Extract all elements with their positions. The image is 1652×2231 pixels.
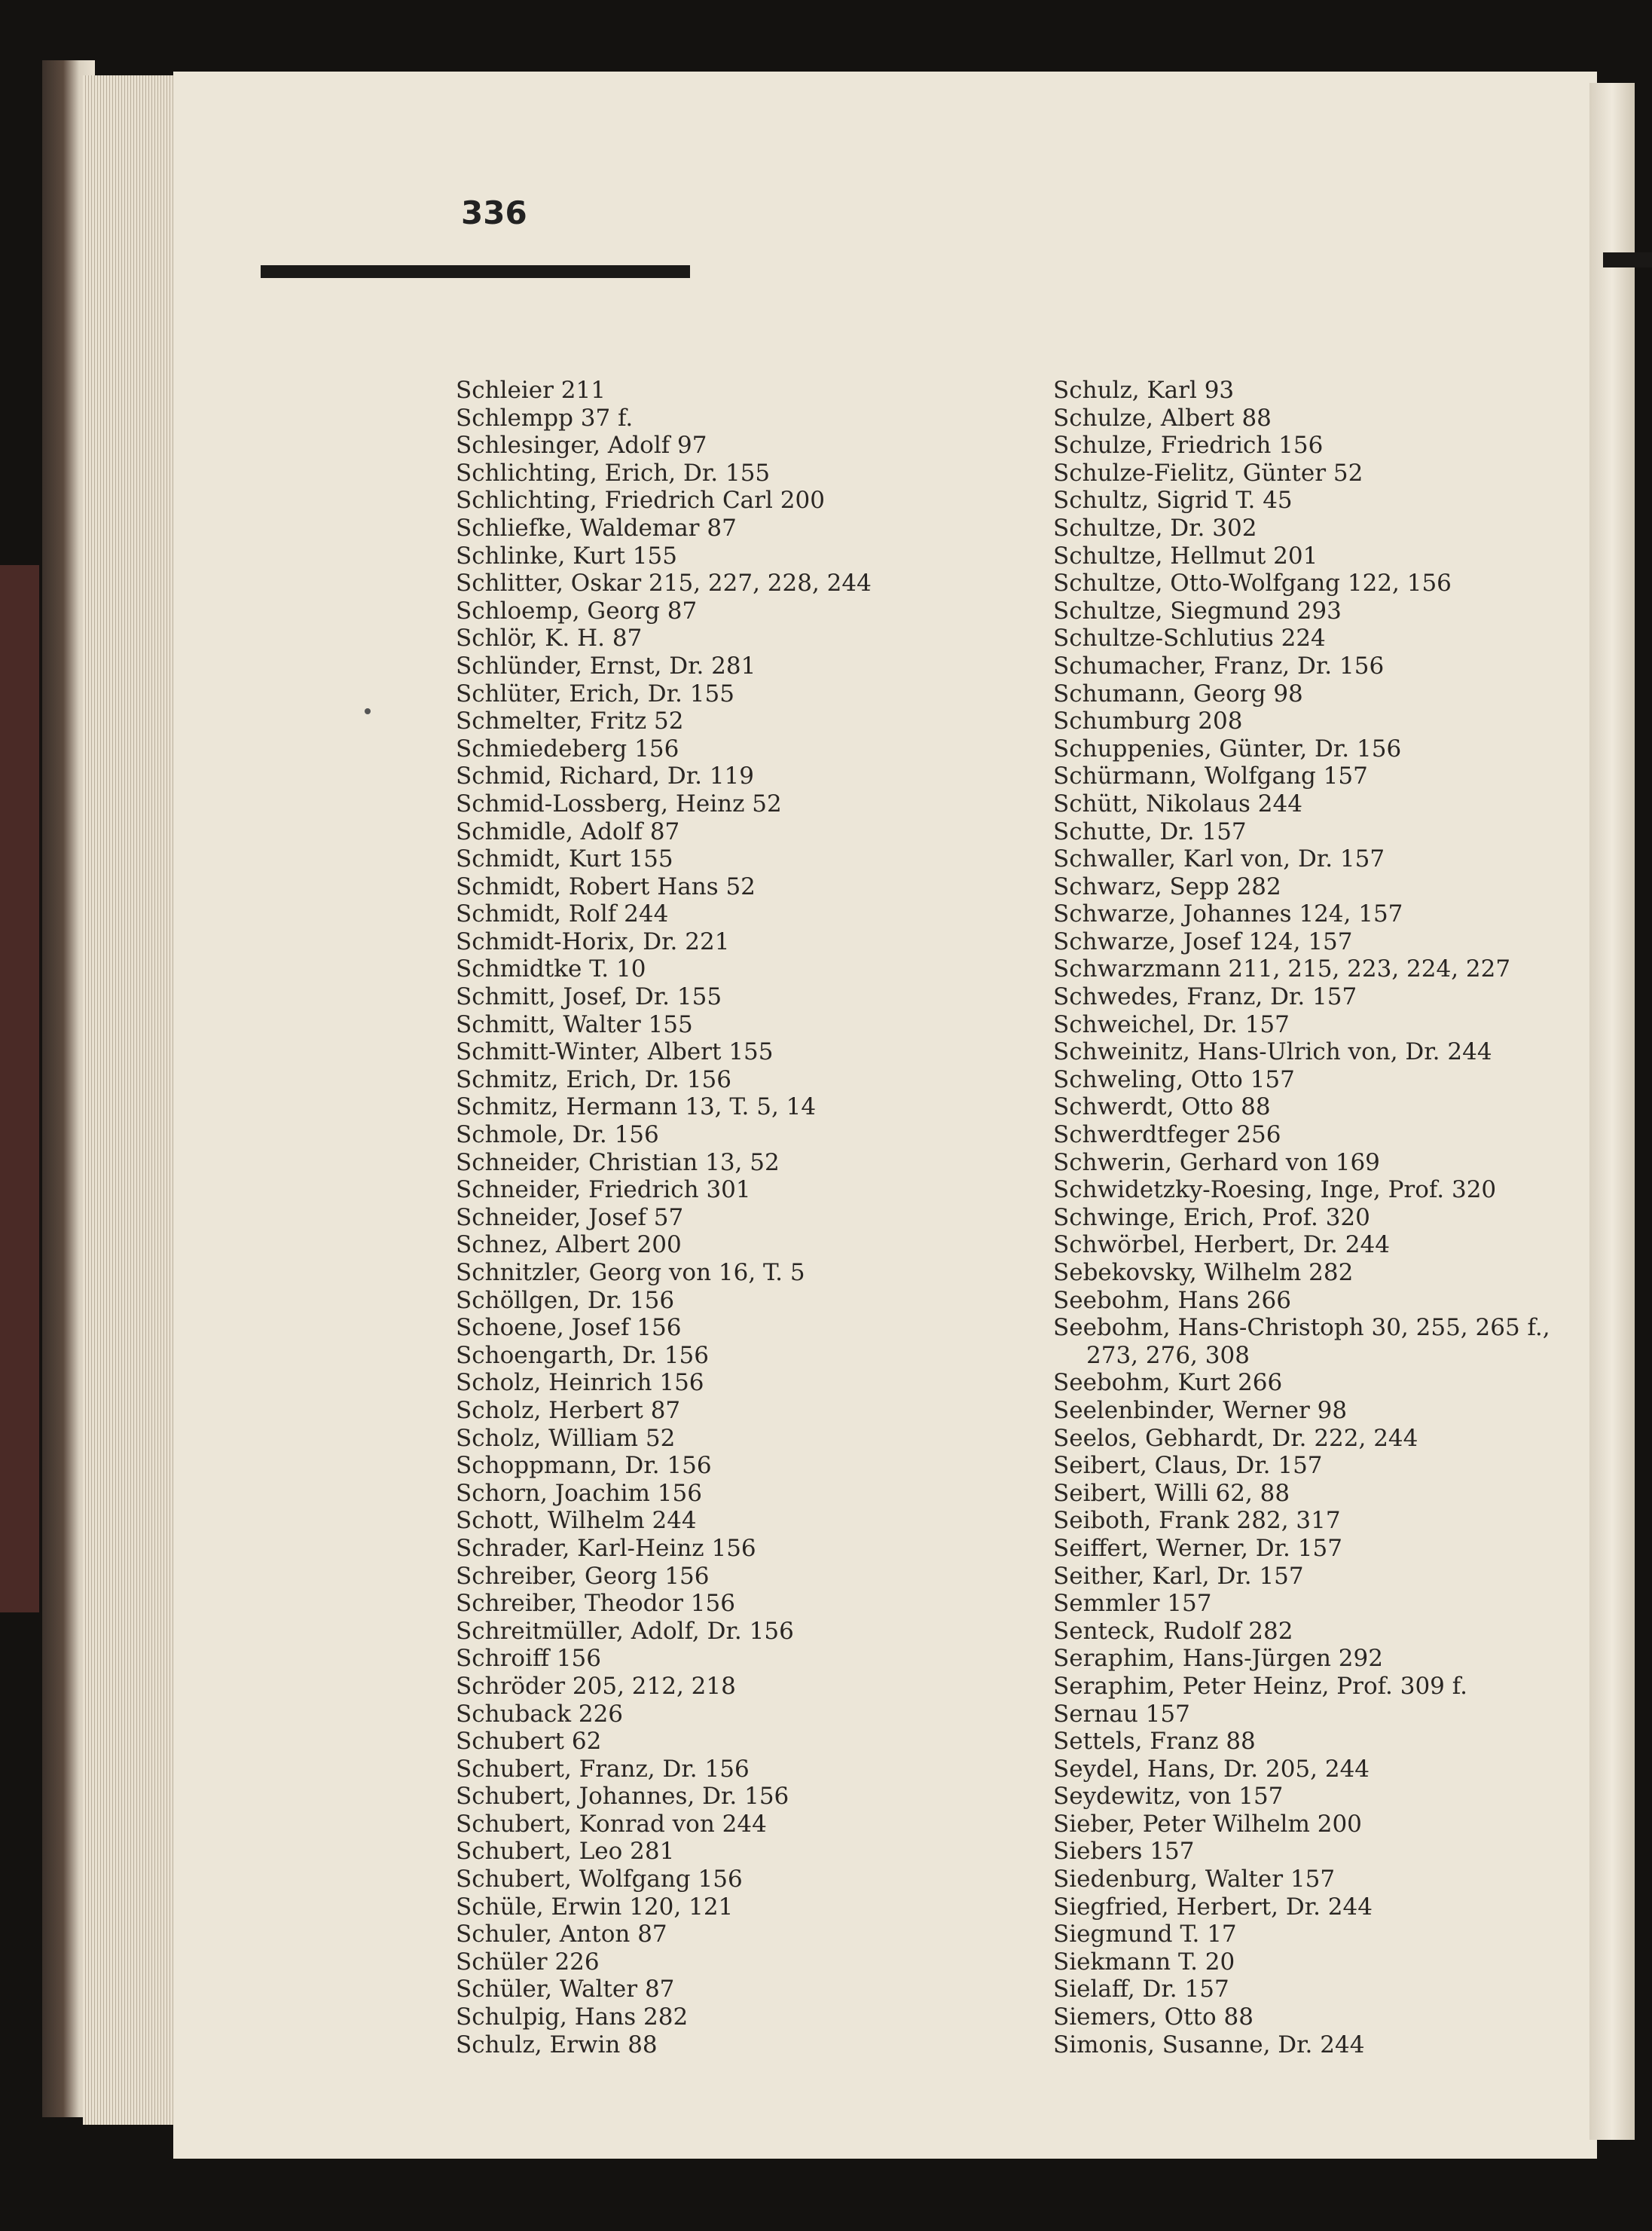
index-entry: Schmitt-Winter, Albert 155 bbox=[456, 1038, 774, 1066]
index-entry: Schweinitz, Hans-Ulrich von, Dr. 244 bbox=[1053, 1038, 1492, 1066]
index-entry: Siedenburg, Walter 157 bbox=[1053, 1866, 1336, 1893]
index-entry: Schmidt, Kurt 155 bbox=[456, 845, 673, 873]
index-entry: Siebers 157 bbox=[1053, 1838, 1195, 1866]
index-entry: Schultze, Otto-Wolfgang 122, 156 bbox=[1053, 570, 1452, 597]
index-entry: Schleier 211 bbox=[456, 377, 606, 404]
index-entry: Scholz, Heinrich 156 bbox=[456, 1369, 704, 1397]
index-entry: Simonis, Susanne, Dr. 244 bbox=[1053, 2031, 1365, 2058]
index-entry: Senteck, Rudolf 282 bbox=[1053, 1617, 1293, 1645]
index-entry: Schultze-Schlutius 224 bbox=[1053, 625, 1326, 652]
index-entry: Schlitter, Oskar 215, 227, 228, 244 bbox=[456, 570, 872, 597]
index-entry: Sielaff, Dr. 157 bbox=[1053, 1976, 1229, 2003]
index-entry: Schüler, Walter 87 bbox=[456, 1976, 675, 2003]
index-entry: Schmitt, Walter 155 bbox=[456, 1010, 693, 1038]
index-entry: Schwarze, Josef 124, 157 bbox=[1053, 928, 1353, 955]
index-entry: Schreiber, Georg 156 bbox=[456, 1562, 710, 1590]
index-entry: Schüle, Erwin 120, 121 bbox=[456, 1893, 734, 1921]
index-entry: Schmid-Lossberg, Heinz 52 bbox=[456, 790, 782, 818]
ink-speck bbox=[365, 708, 371, 714]
index-entry: Schmitt, Josef, Dr. 155 bbox=[456, 983, 722, 1011]
index-entry: Siegfried, Herbert, Dr. 244 bbox=[1053, 1893, 1373, 1921]
index-entry: Siekmann T. 20 bbox=[1053, 1948, 1235, 1976]
index-entry: Schubert 62 bbox=[456, 1728, 602, 1756]
index-entry: Schmitz, Hermann 13, T. 5, 14 bbox=[456, 1093, 817, 1121]
index-entry: Schwarze, Johannes 124, 157 bbox=[1053, 900, 1403, 928]
index-entry: Seraphim, Hans-Jürgen 292 bbox=[1053, 1645, 1383, 1673]
index-entry: Schüler 226 bbox=[456, 1948, 600, 1976]
index-entry: Schweichel, Dr. 157 bbox=[1053, 1010, 1290, 1038]
index-entry: Schroiff 156 bbox=[456, 1645, 602, 1673]
index-entry: Scholz, Herbert 87 bbox=[456, 1396, 681, 1424]
index-column-left bbox=[456, 377, 872, 2058]
index-entry: Seelos, Gebhardt, Dr. 222, 244 bbox=[1053, 1424, 1418, 1452]
index-entry: Schnez, Albert 200 bbox=[456, 1231, 682, 1259]
index-entry: Schwidetzky-Roesing, Inge, Prof. 320 bbox=[1053, 1176, 1497, 1204]
index-entry: Siemers, Otto 88 bbox=[1053, 2003, 1254, 2031]
index-entry: Schlör, K. H. 87 bbox=[456, 625, 643, 652]
index-entry: Schütt, Nikolaus 244 bbox=[1053, 790, 1302, 818]
index-entry: Sieber, Peter Wilhelm 200 bbox=[1053, 1810, 1362, 1838]
right-page-rule-fragment bbox=[1603, 252, 1652, 267]
page-edges-right bbox=[1589, 83, 1635, 2140]
index-entry: Schuler, Anton 87 bbox=[456, 1921, 667, 1948]
index-entry: Seebohm, Hans-Christoph 30, 255, 265 f., bbox=[1053, 1314, 1550, 1342]
index-entry: Schulpig, Hans 282 bbox=[456, 2003, 689, 2031]
index-entry: Schmidt, Robert Hans 52 bbox=[456, 873, 756, 900]
index-entry: Seibert, Claus, Dr. 157 bbox=[1053, 1452, 1323, 1480]
index-entry: Schwerin, Gerhard von 169 bbox=[1053, 1148, 1380, 1176]
index-entry: Schürmann, Wolfgang 157 bbox=[1053, 763, 1368, 790]
index-entry: Schubert, Leo 281 bbox=[456, 1838, 675, 1866]
index-entry: Semmler 157 bbox=[1053, 1590, 1212, 1618]
index-entry: Seibert, Willi 62, 88 bbox=[1053, 1479, 1290, 1507]
index-entry: Schmidle, Adolf 87 bbox=[456, 818, 680, 845]
index-entry: Schubert, Konrad von 244 bbox=[456, 1810, 767, 1838]
index-entry: Schubert, Johannes, Dr. 156 bbox=[456, 1783, 789, 1811]
index-entry: Schultz, Sigrid T. 45 bbox=[1053, 487, 1293, 515]
index-entry: Schmelter, Fritz 52 bbox=[456, 708, 684, 735]
index-entry: Schmole, Dr. 156 bbox=[456, 1121, 659, 1149]
index-entry: Schlichting, Erich, Dr. 155 bbox=[456, 459, 771, 487]
index-entry: Schuback 226 bbox=[456, 1700, 624, 1728]
index-entry: Schwerdtfeger 256 bbox=[1053, 1121, 1281, 1149]
index-entry: Seydel, Hans, Dr. 205, 244 bbox=[1053, 1755, 1370, 1783]
index-entry: Schulze-Fielitz, Günter 52 bbox=[1053, 459, 1363, 487]
index-entry: Schlichting, Friedrich Carl 200 bbox=[456, 487, 825, 515]
index-entry: Schmidt-Horix, Dr. 221 bbox=[456, 928, 730, 955]
index-entry: Scholz, William 52 bbox=[456, 1424, 676, 1452]
index-entry: Schoppmann, Dr. 156 bbox=[456, 1452, 712, 1480]
index-entry: Seebohm, Hans 266 bbox=[1053, 1286, 1291, 1314]
index-entry: Schott, Wilhelm 244 bbox=[456, 1507, 697, 1535]
index-entry: Sernau 157 bbox=[1053, 1700, 1190, 1728]
index-entry: Schmiedeberg 156 bbox=[456, 735, 679, 763]
index-entry: Schmidt, Rolf 244 bbox=[456, 900, 669, 928]
index-entry: Schmitz, Erich, Dr. 156 bbox=[456, 1065, 731, 1093]
index-entry: Schlesinger, Adolf 97 bbox=[456, 432, 707, 460]
index-entry: Schröder 205, 212, 218 bbox=[456, 1672, 736, 1700]
index-entry: Sebekovsky, Wilhelm 282 bbox=[1053, 1259, 1354, 1286]
index-entry: Schmidtke T. 10 bbox=[456, 955, 646, 983]
index-entry: Schrader, Karl-Heinz 156 bbox=[456, 1534, 756, 1562]
index-entry: Schwerdt, Otto 88 bbox=[1053, 1093, 1271, 1121]
index-entry: Schulz, Erwin 88 bbox=[456, 2031, 658, 2058]
index-entry: Schneider, Friedrich 301 bbox=[456, 1176, 751, 1204]
index-entry: Schulz, Karl 93 bbox=[1053, 377, 1235, 404]
index-column-right bbox=[1053, 377, 1550, 2058]
index-entry: Schwarzmann 211, 215, 223, 224, 227 bbox=[1053, 955, 1511, 983]
index-entry: Schoengarth, Dr. 156 bbox=[456, 1341, 709, 1369]
page-edges-left bbox=[83, 75, 188, 2125]
index-entry: Seraphim, Peter Heinz, Prof. 309 f. bbox=[1053, 1672, 1467, 1700]
index-entry: Schnitzler, Georg von 16, T. 5 bbox=[456, 1259, 805, 1286]
index-entry: Schorn, Joachim 156 bbox=[456, 1479, 702, 1507]
index-entry: Settels, Franz 88 bbox=[1053, 1728, 1256, 1756]
page-number: 336 bbox=[461, 194, 527, 231]
index-entry: Schlüter, Erich, Dr. 155 bbox=[456, 680, 734, 708]
index-entry: Schultze, Siegmund 293 bbox=[1053, 597, 1342, 625]
index-entry: Schwaller, Karl von, Dr. 157 bbox=[1053, 845, 1385, 873]
index-entry: Schumann, Georg 98 bbox=[1053, 680, 1303, 708]
index-entry: Seiffert, Werner, Dr. 157 bbox=[1053, 1534, 1342, 1562]
book-cover-strip bbox=[0, 565, 39, 1612]
index-entry: Schutte, Dr. 157 bbox=[1053, 818, 1247, 845]
index-entry: 273, 276, 308 bbox=[1086, 1341, 1250, 1369]
index-entry: Schumacher, Franz, Dr. 156 bbox=[1053, 652, 1385, 680]
index-entry: Schoene, Josef 156 bbox=[456, 1314, 682, 1342]
index-entry: Schubert, Franz, Dr. 156 bbox=[456, 1755, 750, 1783]
index-entry: Schreiber, Theodor 156 bbox=[456, 1590, 735, 1618]
index-entry: Schuppenies, Günter, Dr. 156 bbox=[1053, 735, 1402, 763]
index-entry: Seiboth, Frank 282, 317 bbox=[1053, 1507, 1341, 1535]
index-entry: Schlinke, Kurt 155 bbox=[456, 542, 677, 570]
index-entry: Schneider, Christian 13, 52 bbox=[456, 1148, 780, 1176]
index-entry: Schloemp, Georg 87 bbox=[456, 597, 698, 625]
index-entry: Schwörbel, Herbert, Dr. 244 bbox=[1053, 1231, 1390, 1259]
index-entry: Schulze, Friedrich 156 bbox=[1053, 432, 1324, 460]
index-entry: Seither, Karl, Dr. 157 bbox=[1053, 1562, 1304, 1590]
index-entry: Siegmund T. 17 bbox=[1053, 1921, 1237, 1948]
index-entry: Schultze, Dr. 302 bbox=[1053, 514, 1257, 542]
index-entry: Schwarz, Sepp 282 bbox=[1053, 873, 1281, 900]
index-entry: Schulze, Albert 88 bbox=[1053, 404, 1272, 432]
index-entry: Seydewitz, von 157 bbox=[1053, 1783, 1284, 1811]
index-entry: Schmid, Richard, Dr. 119 bbox=[456, 763, 755, 790]
index-entry: Schreitmüller, Adolf, Dr. 156 bbox=[456, 1617, 794, 1645]
header-rule bbox=[261, 265, 690, 278]
index-entry: Seelenbinder, Werner 98 bbox=[1053, 1396, 1348, 1424]
index-entry: Schwinge, Erich, Prof. 320 bbox=[1053, 1203, 1370, 1231]
index-entry: Schubert, Wolfgang 156 bbox=[456, 1866, 743, 1893]
index-entry: Schweling, Otto 157 bbox=[1053, 1065, 1295, 1093]
index-entry: Schliefke, Waldemar 87 bbox=[456, 514, 737, 542]
index-entry: Schultze, Hellmut 201 bbox=[1053, 542, 1318, 570]
index-entry: Schneider, Josef 57 bbox=[456, 1203, 684, 1231]
index-entry: Schlünder, Ernst, Dr. 281 bbox=[456, 652, 756, 680]
index-entry: Schwedes, Franz, Dr. 157 bbox=[1053, 983, 1357, 1011]
index-entry: Schöllgen, Dr. 156 bbox=[456, 1286, 675, 1314]
index-entry: Schlempp 37 f. bbox=[456, 404, 634, 432]
index-entry: Schumburg 208 bbox=[1053, 708, 1243, 735]
index-entry: Seebohm, Kurt 266 bbox=[1053, 1369, 1283, 1397]
